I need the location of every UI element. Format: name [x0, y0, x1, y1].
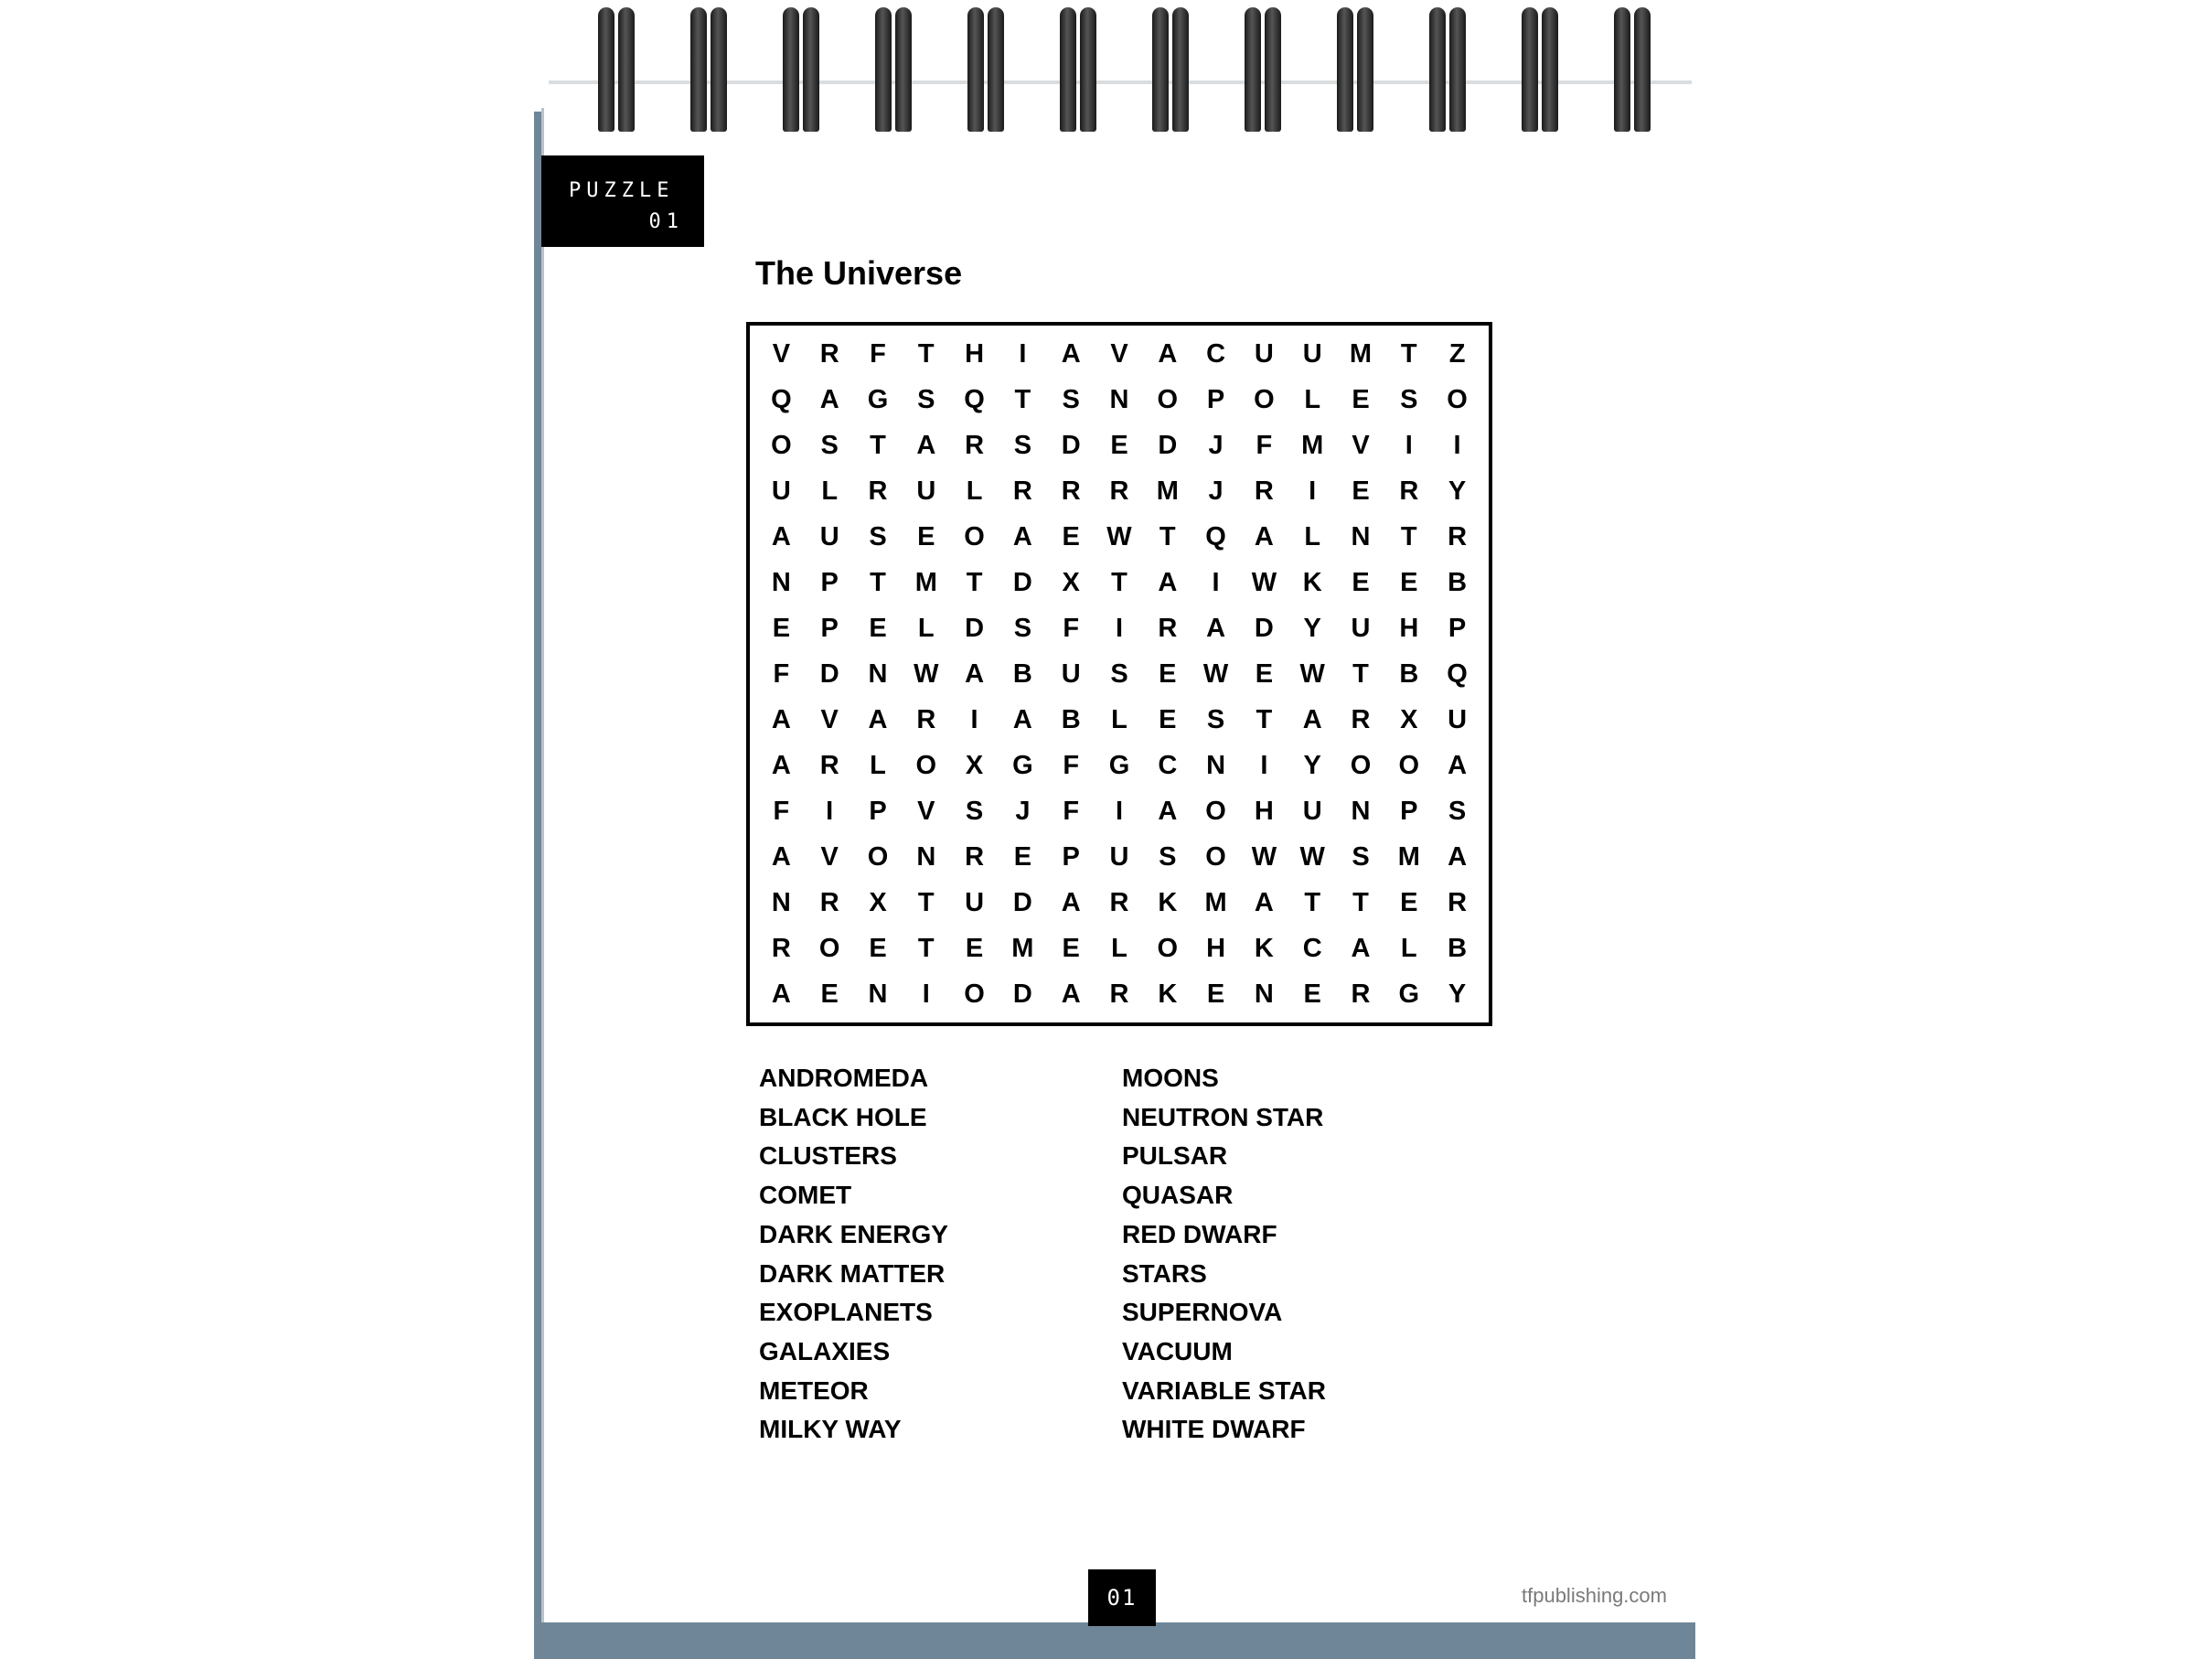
grid-cell[interactable]: V: [820, 704, 839, 734]
grid-cell[interactable]: S: [917, 384, 935, 414]
grid-cell[interactable]: D: [1254, 613, 1274, 643]
grid-cell[interactable]: R: [1399, 476, 1419, 506]
grid-cell[interactable]: O: [915, 750, 937, 780]
grid-cell[interactable]: N: [771, 887, 791, 917]
grid-cell[interactable]: E: [1303, 979, 1321, 1009]
grid-cell[interactable]: G: [1398, 979, 1420, 1009]
grid-cell[interactable]: U: [819, 521, 839, 551]
grid-cell[interactable]: R: [819, 887, 839, 917]
grid-cell[interactable]: M: [1156, 476, 1179, 506]
grid-cell[interactable]: U: [1061, 658, 1081, 689]
grid-cell[interactable]: A: [1206, 613, 1226, 643]
grid-cell[interactable]: L: [870, 750, 886, 780]
grid-cell[interactable]: M: [914, 567, 937, 597]
grid-cell[interactable]: T: [917, 887, 935, 917]
grid-cell[interactable]: H: [1399, 613, 1419, 643]
grid-cell[interactable]: A: [1012, 704, 1032, 734]
grid-cell[interactable]: R: [1109, 887, 1129, 917]
grid-cell[interactable]: A: [1061, 338, 1081, 369]
grid-cell[interactable]: D: [819, 658, 839, 689]
grid-cell[interactable]: R: [1061, 476, 1081, 506]
grid-cell[interactable]: R: [916, 704, 936, 734]
grid-cell[interactable]: W: [1202, 658, 1229, 689]
word-list-item: DARK MATTER: [759, 1258, 946, 1288]
word-list-column-1: [759, 1059, 948, 1450]
word-list-item: EXOPLANETS: [759, 1298, 933, 1327]
grid-cell[interactable]: W: [1106, 521, 1132, 551]
grid-cell[interactable]: N: [916, 841, 936, 872]
grid-cell[interactable]: U: [1351, 613, 1371, 643]
word-list-item: CLUSTERS: [759, 1141, 897, 1171]
grid-cell[interactable]: O: [1254, 384, 1275, 414]
grid-cell[interactable]: A: [771, 841, 791, 872]
grid-cell[interactable]: E: [1159, 704, 1177, 734]
grid-cell[interactable]: R: [819, 338, 839, 369]
word-list-column-2: [1122, 1059, 1326, 1450]
spiral-ring: [1331, 7, 1379, 137]
grid-cell[interactable]: D: [1012, 887, 1032, 917]
grid-cell[interactable]: U: [1109, 841, 1129, 872]
grid-cell[interactable]: G: [1012, 750, 1033, 780]
grid-cell[interactable]: M: [1349, 338, 1373, 369]
grid-cell[interactable]: U: [771, 476, 791, 506]
grid-cell[interactable]: J: [1208, 430, 1224, 460]
grid-cell[interactable]: A: [1254, 521, 1274, 551]
grid-cell[interactable]: E: [1013, 841, 1032, 872]
grid-cell[interactable]: S: [1013, 430, 1032, 460]
grid-cell[interactable]: R: [965, 841, 985, 872]
grid-cell[interactable]: Y: [1448, 476, 1467, 506]
grid-cell[interactable]: N: [1254, 979, 1274, 1009]
word-list-item: PULSAR: [1122, 1141, 1228, 1171]
word-list-item: GALAXIES: [759, 1336, 891, 1365]
grid-cell[interactable]: L: [1304, 521, 1321, 551]
grid-cell[interactable]: M: [1301, 430, 1324, 460]
grid-cell[interactable]: S: [869, 521, 887, 551]
grid-cell[interactable]: O: [1157, 933, 1179, 963]
grid-cell[interactable]: A: [1302, 704, 1322, 734]
letter-grid[interactable]: [746, 322, 1492, 1026]
grid-cell[interactable]: N: [771, 567, 791, 597]
grid-cell[interactable]: L: [1400, 933, 1417, 963]
grid-cell[interactable]: W: [1299, 841, 1325, 872]
grid-cell[interactable]: B: [1399, 658, 1419, 689]
grid-cell[interactable]: R: [868, 476, 888, 506]
grid-cell[interactable]: C: [1158, 750, 1178, 780]
grid-cell[interactable]: I: [1309, 476, 1317, 506]
grid-cell[interactable]: E: [1352, 476, 1370, 506]
puzzle-tag-number: 01: [648, 210, 684, 233]
grid-cell[interactable]: R: [1254, 476, 1274, 506]
grid-cell[interactable]: K: [1158, 979, 1178, 1009]
word-list-item: BLACK HOLE: [759, 1102, 927, 1131]
grid-cell[interactable]: T: [1352, 658, 1369, 689]
grid-cell[interactable]: B: [1012, 658, 1032, 689]
grid-cell[interactable]: E: [1062, 521, 1080, 551]
grid-cell[interactable]: F: [773, 658, 790, 689]
grid-cell[interactable]: A: [771, 521, 791, 551]
grid-cell[interactable]: V: [820, 841, 839, 872]
grid-cell[interactable]: H: [965, 338, 985, 369]
grid-cell[interactable]: E: [1400, 887, 1418, 917]
grid-cell[interactable]: J: [1208, 476, 1224, 506]
grid-cell[interactable]: L: [1304, 384, 1321, 414]
word-list-item: RED DWARF: [1122, 1219, 1277, 1248]
grid-cell[interactable]: B: [1448, 567, 1468, 597]
grid-cell[interactable]: I: [1453, 430, 1461, 460]
grid-cell[interactable]: T: [1400, 521, 1417, 551]
grid-cell[interactable]: O: [1350, 750, 1372, 780]
word-list-item: QUASAR: [1122, 1181, 1234, 1210]
grid-cell[interactable]: N: [1351, 796, 1371, 826]
grid-cell[interactable]: L: [1111, 933, 1127, 963]
grid-cell[interactable]: I: [1115, 796, 1124, 826]
grid-cell[interactable]: E: [1206, 979, 1225, 1009]
grid-cell[interactable]: F: [870, 338, 886, 369]
grid-cell[interactable]: O: [771, 430, 792, 460]
grid-cell[interactable]: T: [1159, 521, 1176, 551]
grid-cell[interactable]: O: [964, 521, 985, 551]
grid-cell[interactable]: Q: [964, 384, 985, 414]
grid-cell[interactable]: X: [1400, 704, 1418, 734]
grid-cell[interactable]: R: [1109, 979, 1129, 1009]
grid-cell[interactable]: L: [966, 476, 983, 506]
grid-cell[interactable]: A: [1061, 979, 1081, 1009]
grid-cell[interactable]: O: [1447, 384, 1468, 414]
grid-cell[interactable]: V: [772, 338, 791, 369]
grid-cell[interactable]: U: [965, 887, 985, 917]
grid-cell[interactable]: E: [1255, 658, 1274, 689]
grid-cell[interactable]: A: [1351, 933, 1371, 963]
grid-cell[interactable]: C: [1302, 933, 1322, 963]
grid-cell[interactable]: E: [917, 521, 935, 551]
word-list-item: ANDROMEDA: [759, 1064, 929, 1092]
grid-cell[interactable]: T: [1304, 887, 1321, 917]
grid-cell[interactable]: N: [1351, 521, 1371, 551]
grid-cell[interactable]: R: [1448, 887, 1468, 917]
grid-cell[interactable]: R: [1158, 613, 1178, 643]
grid-cell[interactable]: M: [1397, 841, 1420, 872]
grid-cell[interactable]: T: [966, 567, 983, 597]
grid-cell[interactable]: O: [818, 933, 840, 963]
grid-cell[interactable]: T: [870, 430, 886, 460]
spiral-ring: [1147, 7, 1194, 137]
grid-cell[interactable]: M: [1011, 933, 1034, 963]
grid-cell[interactable]: T: [1256, 704, 1273, 734]
grid-cell[interactable]: A: [965, 658, 985, 689]
spiral-ring: [685, 7, 732, 137]
grid-cell[interactable]: K: [1302, 567, 1322, 597]
grid-cell[interactable]: G: [1108, 750, 1130, 780]
grid-cell[interactable]: A: [771, 704, 791, 734]
grid-cell[interactable]: G: [867, 384, 889, 414]
grid-cell[interactable]: N: [1206, 750, 1226, 780]
grid-cell[interactable]: D: [1012, 979, 1032, 1009]
grid-cell[interactable]: U: [1302, 796, 1322, 826]
grid-cell[interactable]: O: [964, 979, 985, 1009]
grid-cell[interactable]: O: [1157, 384, 1179, 414]
grid-cell[interactable]: A: [1448, 841, 1468, 872]
grid-cell[interactable]: S: [1352, 841, 1370, 872]
grid-cell[interactable]: R: [1448, 521, 1468, 551]
grid-cell[interactable]: U: [916, 476, 936, 506]
grid-cell[interactable]: E: [1062, 933, 1080, 963]
grid-cell[interactable]: E: [965, 933, 984, 963]
grid-cell[interactable]: P: [1206, 384, 1225, 414]
grid-cell[interactable]: E: [1159, 658, 1177, 689]
grid-cell[interactable]: I: [1115, 613, 1124, 643]
grid-cell[interactable]: Y: [1303, 750, 1321, 780]
grid-cell[interactable]: A: [916, 430, 936, 460]
grid-cell[interactable]: Q: [771, 384, 792, 414]
grid-cell[interactable]: A: [1061, 887, 1081, 917]
grid-cell[interactable]: T: [1014, 384, 1031, 414]
grid-cell[interactable]: X: [1062, 567, 1080, 597]
word-list-item: SUPERNOVA: [1122, 1298, 1283, 1327]
grid-cell[interactable]: K: [1158, 887, 1178, 917]
grid-cell[interactable]: J: [1015, 796, 1031, 826]
grid-cell[interactable]: Z: [1448, 338, 1466, 369]
grid-cell[interactable]: R: [1109, 476, 1129, 506]
grid-cell[interactable]: F: [1063, 750, 1080, 780]
spiral-ring: [962, 7, 1010, 137]
grid-cell[interactable]: T: [917, 338, 935, 369]
grid-cell[interactable]: R: [1351, 979, 1371, 1009]
spiral-ring: [1054, 7, 1102, 137]
grid-cell[interactable]: M: [1204, 887, 1227, 917]
grid-cell[interactable]: I: [1212, 567, 1220, 597]
grid-cell[interactable]: S: [1448, 796, 1467, 826]
grid-cell[interactable]: A: [868, 704, 888, 734]
grid-cell[interactable]: U: [1254, 338, 1274, 369]
word-list-item: VACUUM: [1122, 1336, 1233, 1365]
grid-cell[interactable]: H: [1206, 933, 1226, 963]
grid-cell[interactable]: E: [1352, 384, 1370, 414]
grid-cell[interactable]: S: [1013, 613, 1032, 643]
grid-cell[interactable]: W: [1251, 841, 1277, 872]
grid-cell[interactable]: B: [1061, 704, 1081, 734]
grid-cell[interactable]: O: [1398, 750, 1420, 780]
grid-cell[interactable]: Q: [1447, 658, 1468, 689]
spiral-ring: [593, 7, 640, 137]
grid-cell[interactable]: X: [869, 887, 887, 917]
grid-cell[interactable]: D: [965, 613, 985, 643]
grid-cell[interactable]: N: [868, 658, 888, 689]
grid-cell[interactable]: F: [1256, 430, 1273, 460]
grid-cell[interactable]: S: [1400, 384, 1418, 414]
publisher-website: tfpublishing.com: [1522, 1584, 1667, 1607]
grid-cell[interactable]: V: [917, 796, 935, 826]
grid-cell[interactable]: P: [1400, 796, 1418, 826]
grid-cell[interactable]: Y: [1448, 979, 1467, 1009]
grid-cell[interactable]: W: [914, 658, 939, 689]
grid-cell[interactable]: T: [917, 933, 935, 963]
grid-cell[interactable]: T: [1352, 887, 1369, 917]
grid-cell[interactable]: I: [970, 704, 978, 734]
grid-cell[interactable]: K: [1254, 933, 1274, 963]
grid-cell[interactable]: P: [1448, 613, 1467, 643]
grid-cell[interactable]: T: [870, 567, 886, 597]
grid-cell[interactable]: T: [1111, 567, 1127, 597]
grid-cell[interactable]: B: [1448, 933, 1468, 963]
word-list-item: MOONS: [1122, 1064, 1219, 1092]
grid-cell[interactable]: E: [1110, 430, 1128, 460]
grid-cell[interactable]: E: [1400, 567, 1418, 597]
grid-cell[interactable]: V: [1352, 430, 1370, 460]
puzzle-tag-label: PUZZLE: [569, 179, 675, 202]
word-list-item: COMET: [759, 1181, 852, 1210]
grid-cell[interactable]: A: [1254, 887, 1274, 917]
grid-cell[interactable]: A: [1158, 796, 1178, 826]
page-number: 01: [1088, 1569, 1156, 1626]
spiral-ring: [1608, 7, 1656, 137]
word-list-item: METEOR: [759, 1375, 869, 1405]
spiral-ring: [1239, 7, 1287, 137]
grid-cell[interactable]: S: [965, 796, 984, 826]
grid-cell[interactable]: E: [869, 933, 887, 963]
grid-cell[interactable]: P: [1062, 841, 1080, 872]
grid-cell[interactable]: F: [1063, 613, 1080, 643]
grid-cell[interactable]: U: [1302, 338, 1322, 369]
grid-cell[interactable]: E: [1352, 567, 1370, 597]
grid-cell[interactable]: S: [820, 430, 839, 460]
grid-cell[interactable]: R: [965, 430, 985, 460]
word-list-item: MILKY WAY: [759, 1415, 902, 1444]
word-list-item: VARIABLE STAR: [1122, 1375, 1326, 1405]
grid-cell[interactable]: T: [1400, 338, 1417, 369]
grid-cell[interactable]: D: [1012, 567, 1032, 597]
grid-cell[interactable]: E: [820, 979, 839, 1009]
word-list-item: DARK ENERGY: [759, 1219, 948, 1248]
grid-cell[interactable]: A: [771, 979, 791, 1009]
grid-cell[interactable]: N: [1109, 384, 1129, 414]
grid-cell[interactable]: O: [867, 841, 889, 872]
puzzle-title: The Universe: [755, 254, 963, 292]
grid-cell[interactable]: D: [1061, 430, 1081, 460]
grid-cell[interactable]: L: [917, 613, 935, 643]
grid-cell[interactable]: U: [1448, 704, 1468, 734]
grid-cell[interactable]: E: [869, 613, 887, 643]
grid-cell[interactable]: I: [1405, 430, 1413, 460]
puzzle-tag: [541, 155, 704, 247]
grid-cell[interactable]: S: [1159, 841, 1177, 872]
grid-cell[interactable]: R: [1012, 476, 1032, 506]
grid-cell[interactable]: E: [772, 613, 791, 643]
word-list-item: STARS: [1122, 1258, 1207, 1288]
grid-cell[interactable]: R: [771, 933, 791, 963]
grid-cell[interactable]: A: [1158, 338, 1178, 369]
grid-cell[interactable]: I: [826, 796, 834, 826]
grid-cell[interactable]: I: [1260, 750, 1268, 780]
grid-cell[interactable]: H: [1254, 796, 1274, 826]
grid-cell[interactable]: R: [819, 750, 839, 780]
grid-cell[interactable]: D: [1158, 430, 1178, 460]
grid-cell[interactable]: W: [1299, 658, 1325, 689]
grid-cell[interactable]: V: [1110, 338, 1128, 369]
grid-cell[interactable]: A: [1012, 521, 1032, 551]
grid-cell[interactable]: Y: [1303, 613, 1321, 643]
grid-cell[interactable]: A: [819, 384, 839, 414]
spiral-ring: [1516, 7, 1564, 137]
grid-cell[interactable]: Q: [1205, 521, 1226, 551]
word-list-item: WHITE DWARF: [1122, 1415, 1306, 1444]
grid-cell[interactable]: L: [1111, 704, 1127, 734]
grid-cell[interactable]: P: [820, 613, 839, 643]
word-list-item: NEUTRON STAR: [1122, 1102, 1324, 1131]
grid-cell[interactable]: L: [821, 476, 839, 506]
grid-cell[interactable]: A: [1448, 750, 1468, 780]
grid-cell[interactable]: O: [1205, 841, 1226, 872]
spiral-ring: [1424, 7, 1471, 137]
grid-cell[interactable]: F: [1063, 796, 1080, 826]
grid-cell[interactable]: S: [1062, 384, 1080, 414]
grid-cell[interactable]: P: [820, 567, 839, 597]
grid-cell[interactable]: N: [868, 979, 888, 1009]
grid-cell[interactable]: A: [771, 750, 791, 780]
grid-cell[interactable]: I: [922, 979, 930, 1009]
grid-cell[interactable]: I: [1019, 338, 1027, 369]
spiral-ring: [777, 7, 825, 137]
spiral-ring: [870, 7, 917, 137]
grid-cell[interactable]: P: [869, 796, 887, 826]
grid-cell[interactable]: R: [1351, 704, 1371, 734]
grid-cell[interactable]: C: [1206, 338, 1226, 369]
grid-cell[interactable]: O: [1205, 796, 1226, 826]
grid-cell[interactable]: F: [773, 796, 790, 826]
grid-cell[interactable]: A: [1158, 567, 1178, 597]
grid-cell[interactable]: X: [965, 750, 984, 780]
grid-cell[interactable]: W: [1251, 567, 1277, 597]
grid-cell[interactable]: S: [1206, 704, 1225, 734]
grid-cell[interactable]: S: [1110, 658, 1128, 689]
